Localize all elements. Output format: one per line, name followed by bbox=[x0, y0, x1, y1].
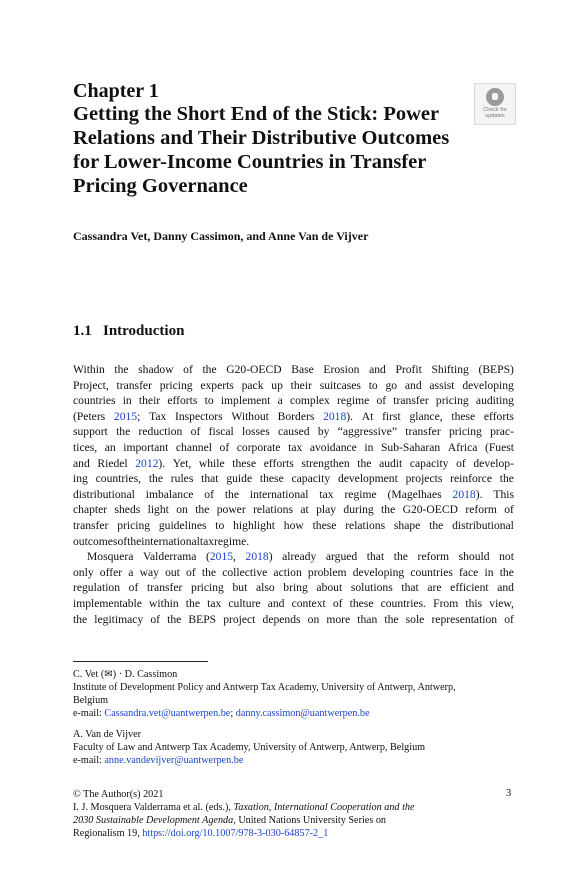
body-word: transfer bbox=[146, 581, 183, 595]
body-word: of bbox=[376, 394, 387, 408]
body-word: countries, bbox=[95, 472, 142, 486]
body-word: efforts bbox=[483, 409, 514, 423]
body-word: glance, bbox=[409, 409, 443, 423]
body-word: fiscal bbox=[208, 425, 234, 439]
body-word: power bbox=[216, 503, 246, 517]
body-word: Tax bbox=[149, 409, 167, 423]
body-word: of bbox=[456, 456, 466, 470]
body-word: the bbox=[185, 596, 200, 610]
body-word: during bbox=[343, 503, 374, 517]
body-word: Riedel bbox=[97, 456, 128, 470]
body-word: should bbox=[458, 550, 490, 564]
body-word: transfer bbox=[116, 378, 152, 392]
body-word: a bbox=[277, 394, 283, 408]
body-word: Project, bbox=[73, 378, 109, 392]
body-word: Shifting bbox=[431, 363, 469, 376]
bookmark-update-icon bbox=[486, 88, 504, 106]
body-word: the bbox=[381, 503, 396, 517]
email-link-anne[interactable]: anne.vandevijver@uantwerpen.be bbox=[104, 755, 244, 766]
copyright-block bbox=[73, 788, 415, 840]
body-word: depends bbox=[262, 612, 301, 626]
body-word: (Peters bbox=[73, 409, 106, 423]
body-word: losses bbox=[242, 425, 270, 439]
body-word: Profit bbox=[395, 363, 422, 376]
body-line bbox=[73, 518, 514, 534]
body-word: development bbox=[337, 472, 398, 486]
body-word: offer bbox=[99, 565, 123, 579]
body-word: than bbox=[357, 612, 378, 626]
body-line bbox=[73, 440, 514, 456]
body-word: Valderrama bbox=[142, 550, 197, 564]
body-word: in bbox=[364, 440, 374, 454]
body-word: reinforce bbox=[450, 472, 492, 486]
body-word: implementable bbox=[73, 596, 142, 610]
body-word: 2018). bbox=[452, 487, 483, 501]
body-word: these bbox=[232, 456, 257, 470]
body-word: audit bbox=[379, 456, 403, 470]
body-word: (2015, bbox=[205, 550, 236, 564]
body-word: these bbox=[259, 472, 284, 486]
body-word: chapter bbox=[73, 503, 108, 517]
body-word: develop- bbox=[473, 456, 514, 470]
book-title-cont: 2030 Sustainable Development Agenda bbox=[73, 815, 234, 826]
body-word: projects bbox=[405, 472, 443, 486]
body-word: and bbox=[267, 596, 285, 610]
body-word: experts bbox=[200, 378, 234, 392]
body-word: their bbox=[138, 394, 161, 408]
body-word: tax bbox=[288, 440, 303, 454]
body-word: Mosquera bbox=[87, 550, 134, 564]
body-word: auditing bbox=[475, 394, 514, 408]
body-word: of bbox=[186, 565, 196, 579]
body-word: Yet, bbox=[172, 456, 192, 470]
body-word: sole bbox=[405, 612, 425, 626]
body-word: ing bbox=[73, 472, 88, 486]
body-line bbox=[73, 549, 514, 565]
body-line bbox=[73, 612, 514, 628]
body-word: developing bbox=[352, 565, 405, 579]
body-word: transfer bbox=[393, 394, 429, 408]
body-word: G20-OECD bbox=[402, 503, 458, 517]
body-word: the bbox=[357, 456, 372, 470]
body-word: relations bbox=[253, 503, 293, 517]
body-word: of bbox=[219, 440, 230, 454]
body-word: of bbox=[190, 425, 201, 439]
body-word: reform bbox=[465, 503, 497, 517]
body-word: 2018). bbox=[323, 409, 354, 423]
body-word: the bbox=[116, 425, 131, 439]
body-word: capacity bbox=[409, 456, 449, 470]
body-word: play bbox=[316, 503, 337, 517]
body-word: the bbox=[148, 472, 163, 486]
body-word: on bbox=[176, 503, 188, 517]
body-word: (Fuest bbox=[484, 440, 514, 454]
body-word: out bbox=[165, 565, 180, 579]
body-word: the bbox=[167, 612, 182, 626]
section-title: Introduction bbox=[103, 323, 185, 339]
body-word: not bbox=[499, 550, 514, 564]
body-line bbox=[73, 487, 514, 503]
body-word: outcomes bbox=[73, 534, 118, 548]
body-word: and bbox=[404, 378, 422, 392]
body-word: of bbox=[504, 612, 514, 626]
body-word: tax bbox=[207, 596, 222, 610]
check-for-updates-badge[interactable] bbox=[474, 83, 516, 125]
body-word: G20-OECD bbox=[226, 363, 282, 376]
body-word: problem bbox=[307, 565, 347, 579]
body-word: distributional bbox=[73, 487, 135, 501]
body-word: action bbox=[273, 565, 302, 579]
chapter-label: Chapter 1 bbox=[73, 80, 159, 102]
body-word: Within bbox=[73, 363, 105, 376]
body-line bbox=[73, 580, 514, 596]
body-word: complex bbox=[289, 394, 330, 408]
body-word: the bbox=[393, 550, 408, 564]
body-word: international bbox=[141, 534, 200, 548]
body-word: context bbox=[291, 596, 326, 610]
author2-name: A. Van de Vijver bbox=[73, 729, 142, 740]
body-word: rules bbox=[170, 472, 194, 486]
body-word: tax bbox=[319, 487, 334, 501]
body-word: solutions bbox=[350, 581, 393, 595]
body-word: go bbox=[385, 378, 398, 392]
body-word: Africa bbox=[447, 440, 478, 454]
citation-line bbox=[73, 814, 415, 827]
body-word: Base bbox=[291, 363, 314, 376]
body-word: pricing bbox=[448, 425, 482, 439]
email-label: e-mail: bbox=[73, 708, 105, 719]
body-word: their bbox=[290, 378, 312, 392]
chapter-title bbox=[73, 102, 473, 198]
body-word: 2015; bbox=[113, 409, 141, 423]
body-word: culture bbox=[228, 596, 261, 610]
chapter-title-line: for Lower-Income Countries in Transfer bbox=[73, 151, 427, 173]
body-word: shape bbox=[393, 518, 421, 532]
body-word: that bbox=[201, 472, 219, 486]
body-word: transfer bbox=[405, 425, 441, 439]
body-word: distributional bbox=[452, 518, 514, 532]
body-word: pricing bbox=[159, 378, 193, 392]
body-word: only bbox=[73, 565, 94, 579]
body-word: sheds bbox=[114, 503, 141, 517]
body-word: Without bbox=[231, 409, 269, 423]
body-word: prac- bbox=[490, 425, 514, 439]
body-line bbox=[73, 534, 514, 550]
author1-emails bbox=[73, 707, 370, 720]
body-word: view, bbox=[489, 596, 514, 610]
body-line bbox=[73, 393, 514, 409]
body-word: efforts bbox=[167, 394, 198, 408]
body-word: reduction bbox=[138, 425, 183, 439]
body-word: regime bbox=[337, 394, 370, 408]
body-word: caused bbox=[278, 425, 310, 439]
body-word: pricing bbox=[117, 518, 151, 532]
body-word: of bbox=[117, 534, 128, 548]
body-word: corporate bbox=[236, 440, 281, 454]
email-link-cassandra[interactable]: Cassandra.vet@uantwerpen.be bbox=[104, 708, 231, 719]
badge-text-line2: updates bbox=[485, 113, 505, 119]
section-heading bbox=[73, 323, 184, 340]
body-word: the bbox=[73, 612, 88, 626]
body-word: already bbox=[282, 550, 317, 564]
body-word: collective bbox=[222, 565, 268, 579]
doi-link[interactable]: https://doi.org/10.1007/978-3-030-64857-2_1 bbox=[142, 828, 329, 839]
body-word: imbalance bbox=[145, 487, 194, 501]
body-word: 2012). bbox=[135, 456, 166, 470]
body-word: and bbox=[497, 581, 514, 595]
body-word: guidelines bbox=[158, 518, 207, 532]
series-volume: Regionalism 19, bbox=[73, 828, 143, 839]
body-word: these bbox=[451, 409, 476, 423]
email-separator: ; bbox=[230, 708, 236, 719]
chapter-title-line: Relations and Their Distributive Outcomes bbox=[73, 127, 450, 149]
chapter-title-line: Pricing Governance bbox=[73, 175, 248, 197]
body-word: the bbox=[201, 565, 217, 579]
body-word: Inspectors bbox=[175, 409, 223, 423]
body-word: that bbox=[401, 581, 419, 595]
body-line bbox=[73, 362, 514, 378]
body-word: the bbox=[384, 612, 399, 626]
body-line bbox=[73, 409, 514, 425]
body-word: international bbox=[249, 487, 309, 501]
body-line bbox=[73, 565, 514, 581]
body-word: efficient bbox=[450, 581, 489, 595]
body-word: and bbox=[73, 456, 90, 470]
body-word: the bbox=[224, 487, 239, 501]
body-word: light bbox=[147, 503, 169, 517]
body-word: up bbox=[271, 378, 283, 392]
email-label: e-mail: bbox=[73, 755, 105, 766]
body-word: support bbox=[73, 425, 108, 439]
body-word: of bbox=[183, 363, 193, 376]
body-word: bring bbox=[283, 581, 308, 595]
body-word: that bbox=[366, 550, 385, 564]
body-word: how bbox=[283, 518, 304, 532]
body-word: developing bbox=[462, 378, 514, 392]
body-word: on bbox=[307, 612, 320, 626]
body-word: Erosion bbox=[323, 363, 360, 376]
body-line bbox=[73, 502, 514, 518]
body-word: (BEPS) bbox=[478, 363, 514, 376]
body-word: of bbox=[128, 581, 139, 595]
body-word: of bbox=[150, 612, 160, 626]
body-word: and bbox=[369, 363, 386, 376]
body-word: project bbox=[223, 612, 256, 626]
body-word: this bbox=[465, 596, 483, 610]
body-word: 2018) bbox=[245, 550, 273, 564]
body-word: regulation bbox=[73, 581, 121, 595]
body-word: argued bbox=[325, 550, 358, 564]
book-title: Taxation, International Cooperation and the bbox=[233, 802, 415, 813]
body-word: at bbox=[300, 503, 309, 517]
body-word: face bbox=[459, 565, 479, 579]
body-line bbox=[73, 596, 514, 612]
citation-line bbox=[73, 827, 415, 840]
copyright-line: © The Author(s) 2021 bbox=[73, 789, 164, 800]
section-number: 1.1 bbox=[73, 323, 92, 339]
body-word: the bbox=[114, 363, 129, 376]
body-word: to bbox=[368, 378, 378, 392]
footnote-rule bbox=[73, 661, 208, 662]
author1-affiliation: Institute of Development Policy and Antwerp Tax Academy, University of Antwerp, Antwerp, bbox=[73, 682, 456, 693]
body-word: tax bbox=[199, 534, 215, 548]
body-word: This bbox=[493, 487, 514, 501]
author2-affiliation: Faculty of Law and Antwerp Tax Academy, University of Antwerp, Antwerp, Belgium bbox=[73, 742, 426, 753]
body-word: implement bbox=[220, 394, 271, 408]
body-word: pricing bbox=[435, 394, 469, 408]
citation-link[interactable]: 2018 bbox=[245, 550, 269, 564]
badge-text-line1: Check for bbox=[483, 107, 507, 113]
body-word: these bbox=[312, 518, 337, 532]
body-word: countries bbox=[410, 565, 453, 579]
body-line bbox=[73, 424, 514, 440]
body-word: guide bbox=[226, 472, 253, 486]
chapter-title-line: Getting the Short End of the Stick: Power bbox=[73, 103, 440, 125]
body-word: within bbox=[149, 596, 179, 610]
body-word: in bbox=[122, 394, 132, 408]
body-word: of bbox=[204, 487, 214, 501]
body-word: in bbox=[484, 565, 494, 579]
body-word: “aggressive” bbox=[337, 425, 397, 439]
citation-line bbox=[73, 801, 415, 814]
body-word: important bbox=[123, 440, 169, 454]
body-word: these bbox=[349, 596, 374, 610]
body-word: the bbox=[195, 503, 210, 517]
body-word: the bbox=[499, 472, 514, 486]
citation-editors: I. J. Mosquera Valderrama et al. (eds.), bbox=[73, 802, 234, 813]
body-word: regime. bbox=[214, 534, 250, 548]
series-name: , United Nations University Series on bbox=[233, 815, 387, 826]
body-word: At bbox=[361, 409, 374, 423]
body-word: the bbox=[499, 565, 514, 579]
body-word: the bbox=[127, 534, 142, 548]
body-word: by bbox=[317, 425, 330, 439]
body-word: efforts bbox=[263, 456, 294, 470]
page-number: 3 bbox=[506, 788, 512, 799]
authors: Cassandra Vet, Danny Cassimon, and Anne Van de Vijver bbox=[73, 229, 369, 243]
body-word: From bbox=[433, 596, 459, 610]
citation-link[interactable]: 2018 bbox=[323, 409, 347, 423]
citation-link[interactable]: 2018 bbox=[452, 487, 476, 501]
body-word: also bbox=[255, 581, 275, 595]
body-word: relations bbox=[345, 518, 386, 532]
body-line bbox=[73, 378, 514, 394]
body-word: a bbox=[128, 565, 134, 579]
citation-link[interactable]: 2015 bbox=[209, 550, 234, 564]
body-word: avoidance bbox=[309, 440, 357, 454]
body-word: tices, bbox=[73, 440, 98, 454]
body-word: the bbox=[202, 363, 217, 376]
body-word: to bbox=[215, 518, 225, 532]
body-word: way bbox=[139, 565, 159, 579]
body-word: about bbox=[316, 581, 343, 595]
body-word: assist bbox=[429, 378, 455, 392]
body-word: (Magelhaes bbox=[387, 487, 442, 501]
body-line bbox=[73, 456, 514, 472]
citation-link[interactable]: 2012 bbox=[135, 456, 159, 470]
author1-names: C. Vet (✉) · D. Cassimon bbox=[73, 669, 178, 680]
body-word: reform bbox=[417, 550, 450, 564]
body-word: Sub-Saharan bbox=[380, 440, 441, 454]
body-word: regime bbox=[344, 487, 377, 501]
body-word: representation bbox=[431, 612, 498, 626]
body-word: pack bbox=[241, 378, 264, 392]
body-word: suitcases bbox=[319, 378, 361, 392]
author2-email bbox=[73, 754, 243, 767]
body-word: while bbox=[198, 456, 225, 470]
body-word: Borders bbox=[277, 409, 315, 423]
author1-affiliation-cont: Belgium bbox=[73, 695, 109, 706]
body-word: pricing bbox=[191, 581, 224, 595]
body-word: countries. bbox=[380, 596, 426, 610]
body-word: countries bbox=[73, 394, 116, 408]
body-word: legitimacy bbox=[94, 612, 144, 626]
body-word: are bbox=[427, 581, 442, 595]
body-word: transfer bbox=[73, 518, 109, 532]
citation-link[interactable]: 2015 bbox=[113, 409, 138, 423]
body-word: an bbox=[104, 440, 116, 454]
body-word: of bbox=[332, 596, 343, 610]
body-word: the bbox=[429, 518, 444, 532]
body-word: to bbox=[204, 394, 214, 408]
body-word: highlight bbox=[233, 518, 275, 532]
body-word: shadow bbox=[138, 363, 174, 376]
body-word: channel bbox=[175, 440, 212, 454]
body-word: BEPS bbox=[188, 612, 217, 626]
body-word: first bbox=[382, 409, 401, 423]
body-word: strengthen bbox=[301, 456, 350, 470]
body-line bbox=[73, 471, 514, 487]
body-word: but bbox=[232, 581, 248, 595]
body-word: of bbox=[504, 503, 514, 517]
body-word: capacity bbox=[291, 472, 331, 486]
body-word: more bbox=[326, 612, 351, 626]
email-link-danny[interactable]: danny.cassimon@uantwerpen.be bbox=[235, 708, 370, 719]
body-text bbox=[73, 362, 514, 627]
